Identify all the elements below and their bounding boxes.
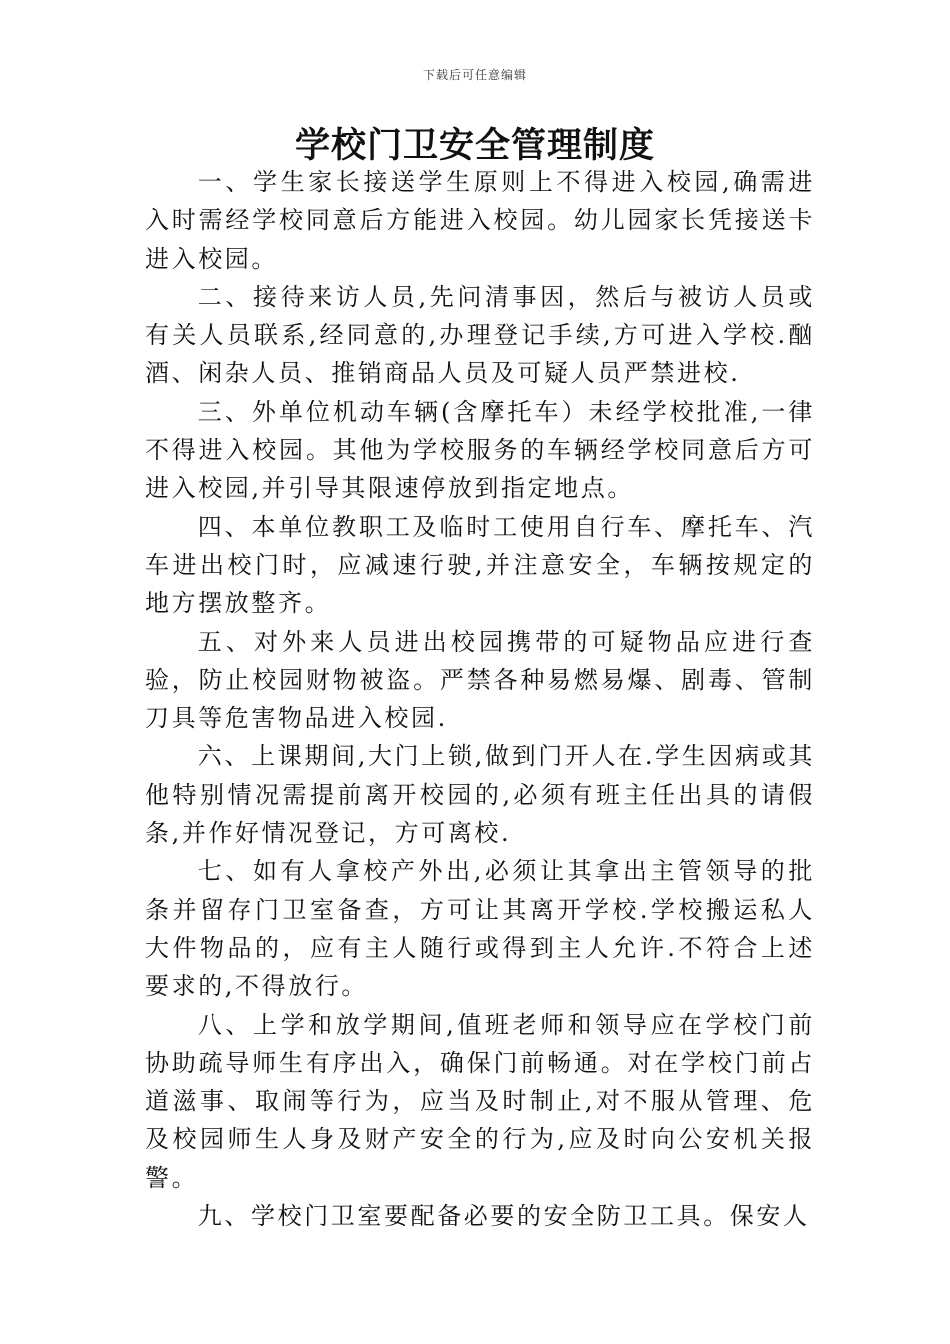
paragraph-8: 八、上学和放学期间,值班老师和领导应在学校门前协助疏导师生有序出入，确保门前畅通。对在学校门前占道滋事、取闹等行为，应当及时制止,对不服从管理、危及校园师生人身及财产安全的行为,应及时向公安机关报警。 bbox=[145, 1010, 815, 1192]
document-title: 学校门卫安全管理制度 bbox=[294, 125, 655, 166]
header-note: 下载后可任意编辑 bbox=[422, 68, 527, 82]
paragraph-6: 六、上课期间,大门上锁,做到门开人在.学生因病或其他特别情况需提前离开校园的,必须有班主任出具的请假条,并作好情况登记，方可离校. bbox=[145, 742, 815, 848]
paragraph-1: 一、学生家长接送学生原则上不得进入校园,确需进入时需经学校同意后方能进入校园。幼儿园家长凭接送卡进入校园。 bbox=[145, 168, 815, 273]
paragraph-2: 二、接待来访人员,先问清事因，然后与被访人员或有关人员联系,经同意的,办理登记手续,方可进入学校.酗酒、闲杂人员、推销商品人员及可疑人员严禁进校. bbox=[145, 282, 815, 388]
paragraph-3: 三、外单位机动车辆(含摩托车）未经学校批准,一律不得进入校园。其他为学校服务的车辆经学校同意后方可进入校园,并引导其限速停放到指定地点。 bbox=[145, 397, 815, 503]
paragraph-5: 五、对外来人员进出校园携带的可疑物品应进行查验，防止校园财物被盗。严禁各种易燃易爆、剧毒、管制刀具等危害物品进入校园. bbox=[145, 627, 815, 733]
document-body bbox=[145, 163, 815, 1235]
paragraph-7: 七、如有人拿校产外出,必须让其拿出主管领导的批条并留存门卫室备查，方可让其离开学校.学校搬运私人大件物品的，应有主人随行或得到主人允许.不符合上述要求的,不得放行。 bbox=[145, 857, 815, 1001]
paragraph-9: 九、学校门卫室要配备必要的安全防卫工具。保安人 bbox=[197, 1202, 810, 1231]
paragraph-4: 四、本单位教职工及临时工使用自行车、摩托车、汽车进出校门时，应减速行驶,并注意安全，车辆按规定的地方摆放整齐。 bbox=[145, 512, 815, 618]
